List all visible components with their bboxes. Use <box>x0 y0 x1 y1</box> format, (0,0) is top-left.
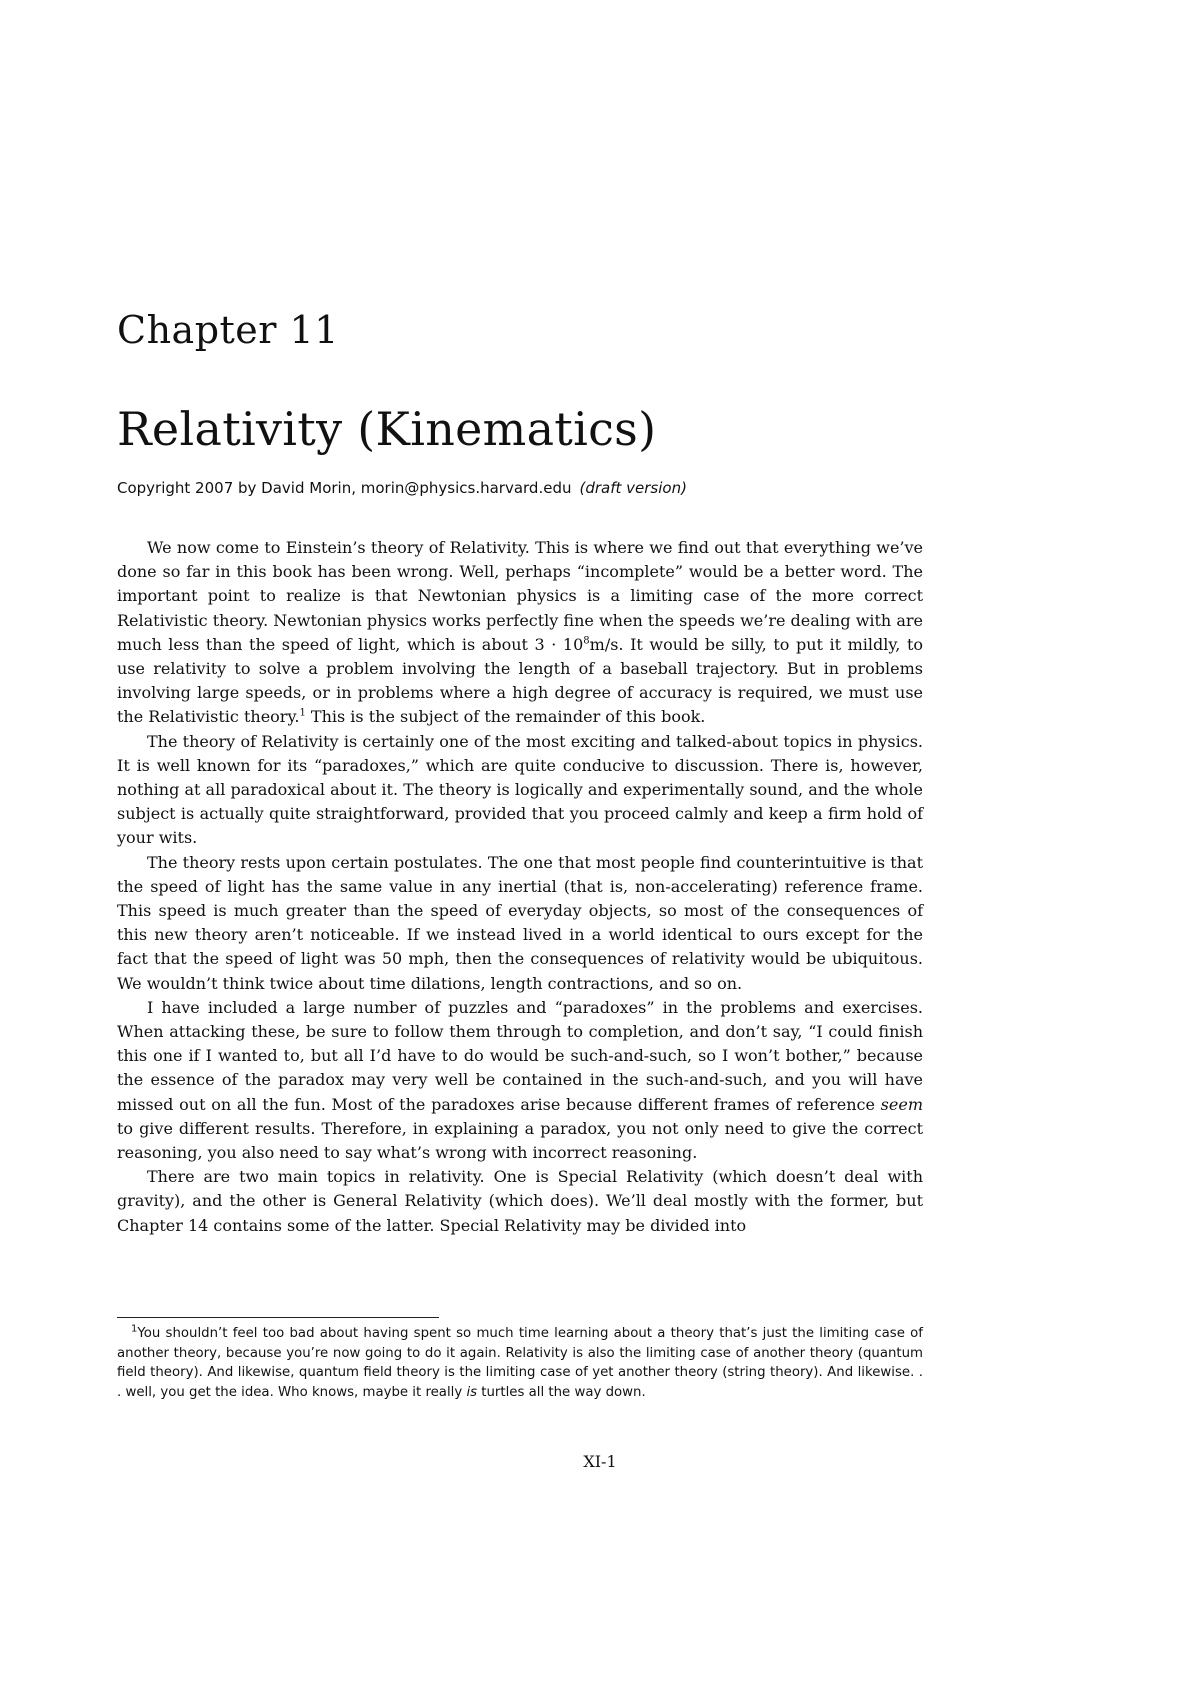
body-text <box>117 536 923 1238</box>
footnote-reference[interactable]: 1 <box>299 708 306 720</box>
emphasis-seem: seem <box>880 1094 923 1114</box>
chapter-label: Chapter 11 <box>117 308 339 352</box>
paragraph-2: The theory of Relativity is certainly one of the most exciting and talked-about topics in physics. It is well known for its “paradoxes,” which are quite conducive to discussion. There is, however, nothing at all paradoxical about it. The theory is logically and experimentally sound, and the whole subject is actually quite straightforward, provided that you proceed calmly and keep a firm hold of your wits. <box>117 731 923 848</box>
paragraph-4: I have included a large number of puzzles and “paradoxes” in the problems and exercises. When attacking these, be sure to follow them through to completion, and don’t say, “I could finish this one if I wanted to, but all I’d have to do would be such-and-such, so I won’t bother,” because the essence of the paradox may very well be contained in the such-and-such, and you will have missed out on all the fun. Most of the paradoxes arise because different frames of reference seem to give different results. Therefore, in explaining a paradox, you not only need to give the correct reasoning, you also need to say what’s wrong with incorrect reasoning. <box>117 997 923 1163</box>
copyright-text: Copyright 2007 by David Morin, morin@physics.harvard.edu <box>117 479 572 497</box>
page-number: XI-1 <box>583 1452 617 1471</box>
footnote-divider <box>117 1317 439 1318</box>
paragraph-5: There are two main topics in relativity. One is Special Relativity (which doesn’t deal with gravity), and the other is General Relativity (which does). We’ll deal mostly with the former, but Chapter 14 contains some of the latter. Special Relativity may be divided into <box>117 1167 923 1235</box>
exponent: 8 <box>583 635 590 647</box>
copyright-line <box>117 479 687 497</box>
draft-note: (draft version) <box>579 479 687 497</box>
paragraph-1: We now come to Einstein’s theory of Relativity. This is where we find out that everything we’ve done so far in this book has been wrong. Well, perhaps “incomplete” would be a better word. The important point to realize is that Newtonian physics is a limiting case of the more correct Relativistic theory. Newtonian physics works perfectly fine when the speeds we’re dealing with are much less than the speed of light, which is about $3 \cdot 10^8m/s$. It would be silly, to put it mildly, to use relativity to solve a problem involving the length of a baseball trajectory. But in problems involving large speeds, or in problems where a high degree of accuracy is required, we must use the Relativistic theory.$^1$ This is the subject of the remainder of this book. <box>117 538 924 727</box>
emphasis-is: is <box>466 1384 478 1400</box>
footnote-mark: 1 <box>131 1323 138 1335</box>
chapter-title: Relativity (Kinematics) <box>117 402 657 456</box>
paragraph-3: The theory rests upon certain postulates. The one that most people find counterintuitive is that the speed of light has the same value in any inertial (that is, non-accelerating) reference frame. This speed is much greater than the speed of everyday objects, so most of the consequences of this new theory aren’t noticeable. If we instead lived in a world identical to ours except for the fact that the speed of light was 50 mph, then the consequences of relativity would be ubiquitous. We wouldn’t think twice about time dilations, length contractions, and so on. <box>117 852 923 993</box>
footnote: $^1$You shouldn’t feel too bad about having spent so much time learning about a theory that’s just the limiting case of another theory, because you’re now going to do it again. Relativity is also the limiting case of another theory (quantum field theory). And likewise, quantum field theory is the limiting case of yet another theory (string theory). And likewise. . . well, you get the idea. Who knows, maybe it really is turtles all the way down. <box>117 1323 923 1400</box>
